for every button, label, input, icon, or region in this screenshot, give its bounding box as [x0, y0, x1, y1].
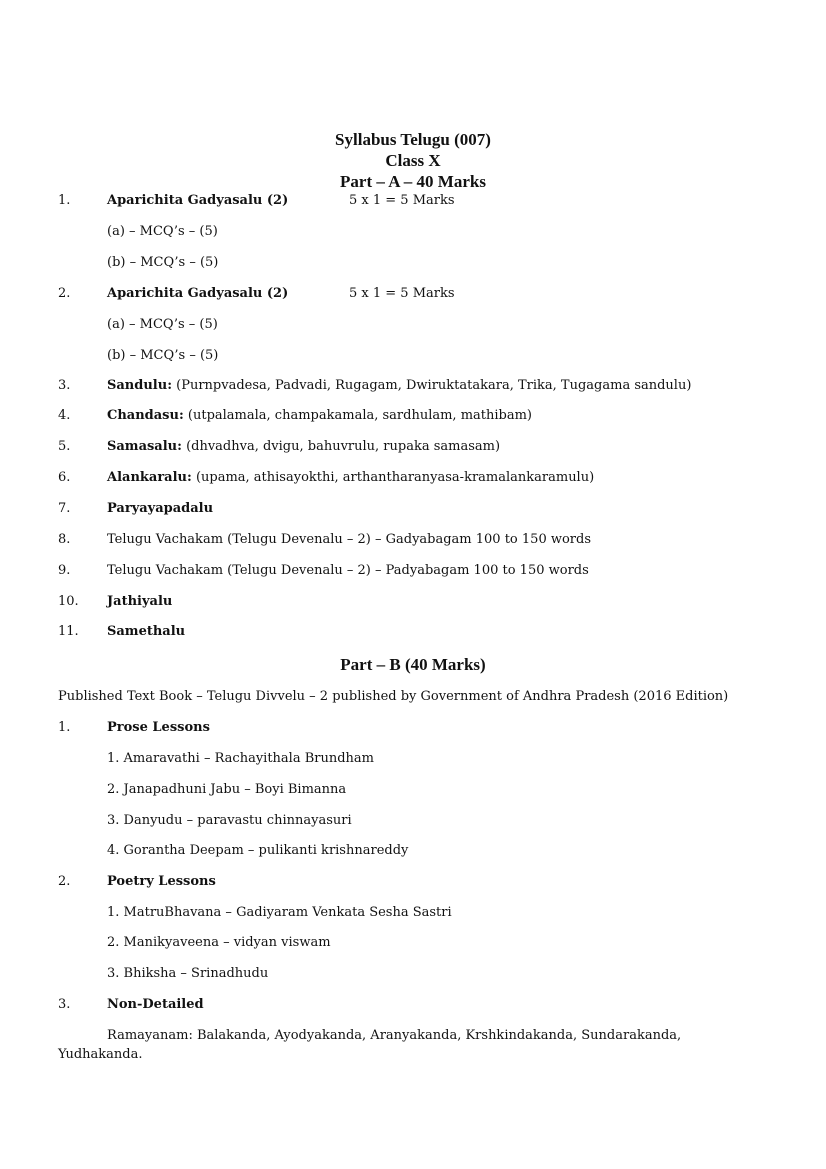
list-item	[0, 561, 826, 581]
lesson-item	[0, 964, 826, 984]
sub-item-text: (a) – MCQ’s – (5)	[107, 317, 218, 332]
item-number: 3.	[58, 997, 71, 1012]
list-item	[0, 191, 826, 211]
list-item	[0, 406, 826, 426]
class-heading: Class X	[385, 151, 441, 170]
list-item	[0, 622, 826, 642]
section-label: Non-Detailed	[107, 997, 204, 1012]
part-a-heading: Part – A – 40 Marks	[340, 172, 486, 191]
sub-item	[0, 222, 826, 242]
item-desc: (dhvadhva, dvigu, bahuvrulu, rupaka samasam)	[186, 439, 501, 454]
item-number: 4.	[58, 408, 71, 423]
lesson-item	[0, 903, 826, 923]
lesson-item	[0, 749, 826, 769]
section-label: Prose Lessons	[107, 720, 210, 735]
item-desc: (Purnpvadesa, Padvadi, Rugagam, Dwiruktatakara, Trika, Tugagama sandulu)	[176, 378, 692, 393]
list-item	[0, 995, 826, 1015]
part-b-intro: Published Text Book – Telugu Divvelu – 2 published by Government of Andhra Pradesh (2016 Edition)	[58, 689, 729, 704]
list-item	[0, 718, 826, 738]
lesson-text: 4. Gorantha Deepam – pulikanti krishnareddy	[107, 843, 409, 858]
item-label: Chandasu:	[107, 408, 184, 423]
item-label: Aparichita Gadyasalu (2)	[107, 286, 289, 301]
lesson-text: 1. MatruBhavana – Gadiyaram Venkata Sesha Sastri	[107, 905, 452, 920]
item-marks: 5 x 1 = 5 Marks	[349, 286, 455, 301]
lesson-item	[0, 780, 826, 800]
list-item	[0, 376, 826, 396]
lesson-item	[0, 841, 826, 861]
sub-item-text: (a) – MCQ’s – (5)	[107, 224, 218, 239]
part-b-heading: Part – B (40 Marks)	[340, 655, 486, 674]
list-item	[0, 468, 826, 488]
sub-item	[0, 253, 826, 273]
item-desc: (upama, athisayokthi, arthantharanyasa-kramalankaramulu)	[195, 470, 595, 485]
item-label: Paryayapadalu	[107, 501, 214, 516]
sub-item-text: (b) – MCQ’s – (5)	[107, 348, 219, 363]
item-label: Aparichita Gadyasalu (2)	[107, 193, 289, 208]
item-label: Sandulu:	[107, 378, 172, 393]
lesson-item	[0, 811, 826, 831]
lesson-item	[0, 933, 826, 953]
item-number: 5.	[58, 439, 71, 454]
sub-item-text: (b) – MCQ’s – (5)	[107, 255, 219, 270]
item-desc: (utpalamala, champakamala, sardhulam, mathibam)	[187, 408, 532, 423]
item-text: Telugu Vachakam (Telugu Devenalu – 2) – Padyabagam 100 to 150 words	[107, 563, 589, 578]
item-text: Telugu Vachakam (Telugu Devenalu – 2) – Gadyabagam 100 to 150 words	[107, 532, 592, 547]
item-label: Alankaralu:	[107, 470, 192, 485]
item-number: 1.	[58, 720, 71, 735]
lesson-text: 3. Bhiksha – Srinadhudu	[107, 966, 269, 981]
document-title: Syllabus Telugu (007)	[335, 130, 491, 149]
item-number: 7.	[58, 501, 71, 516]
lesson-text: 3. Danyudu – paravastu chinnayasuri	[107, 813, 352, 828]
item-number: 11.	[58, 624, 79, 639]
list-item	[0, 437, 826, 457]
item-number: 3.	[58, 378, 71, 393]
non-detailed-text: Ramayanam: Balakanda, Ayodyakanda, Aranyakanda, Krshkindakanda, Sundarakanda,	[107, 1028, 682, 1043]
item-number: 6.	[58, 470, 71, 485]
lesson-text: 2. Manikyaveena – vidyan viswam	[107, 935, 331, 950]
list-item	[0, 592, 826, 612]
lesson-text: 1. Amaravathi – Rachayithala Brundham	[107, 751, 374, 766]
item-label: Samasalu:	[107, 439, 182, 454]
list-item	[0, 530, 826, 550]
item-number: 9.	[58, 563, 71, 578]
non-detailed-text-continued: Yudhakanda.	[58, 1047, 143, 1062]
list-item	[0, 284, 826, 304]
item-number: 1.	[58, 193, 71, 208]
item-number: 2.	[58, 874, 71, 889]
item-number: 2.	[58, 286, 71, 301]
list-item	[0, 499, 826, 519]
section-label: Poetry Lessons	[107, 874, 216, 889]
item-label: Jathiyalu	[107, 594, 173, 609]
item-number: 8.	[58, 532, 71, 547]
sub-item	[0, 315, 826, 335]
item-label: Samethalu	[107, 624, 186, 639]
item-number: 10.	[58, 594, 79, 609]
item-marks: 5 x 1 = 5 Marks	[349, 193, 455, 208]
list-item	[0, 872, 826, 892]
sub-item	[0, 346, 826, 366]
lesson-text: 2. Janapadhuni Jabu – Boyi Bimanna	[107, 782, 347, 797]
